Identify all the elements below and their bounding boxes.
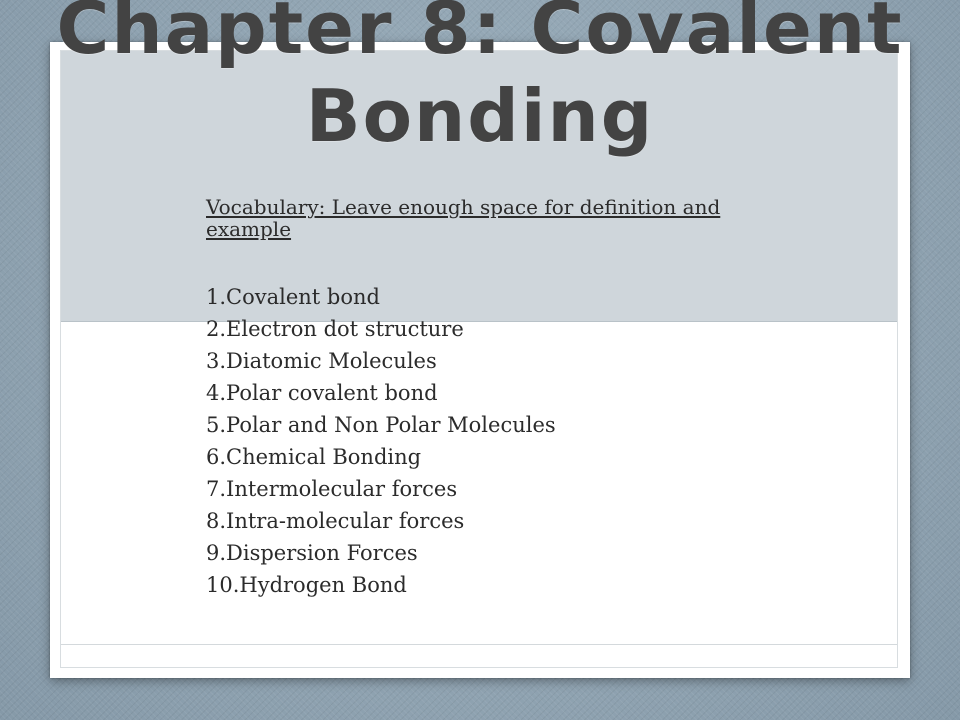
vocabulary-heading: Vocabulary: Leave enough space for definition and example [206, 195, 721, 241]
vocabulary-item-hydrogen-bond: 10.Hydrogen Bond [206, 573, 407, 597]
vocabulary-list [206, 281, 556, 601]
vocabulary-item-dispersion-forces: 9.Dispersion Forces [206, 541, 418, 565]
vocabulary-item-polar-nonpolar-molecules: 5.Polar and Non Polar Molecules [206, 413, 556, 437]
vocabulary-item-chemical-bonding: 6.Chemical Bonding [206, 445, 422, 469]
vocabulary-item-electron-dot-structure: 2.Electron dot structure [206, 317, 464, 341]
footer-divider [61, 644, 897, 645]
vocabulary-item-polar-covalent-bond: 4.Polar covalent bond [206, 381, 438, 405]
vocabulary-item-intermolecular-forces: 7.Intermolecular forces [206, 477, 458, 501]
vocabulary-item-diatomic-molecules: 3.Diatomic Molecules [206, 349, 437, 373]
vocabulary-item-intramolecular-forces: 8.Intra-molecular forces [206, 509, 465, 533]
slide-title: Chapter 8: Covalent Bonding [56, 0, 904, 158]
vocabulary-item-covalent-bond: 1.Covalent bond [206, 285, 380, 309]
